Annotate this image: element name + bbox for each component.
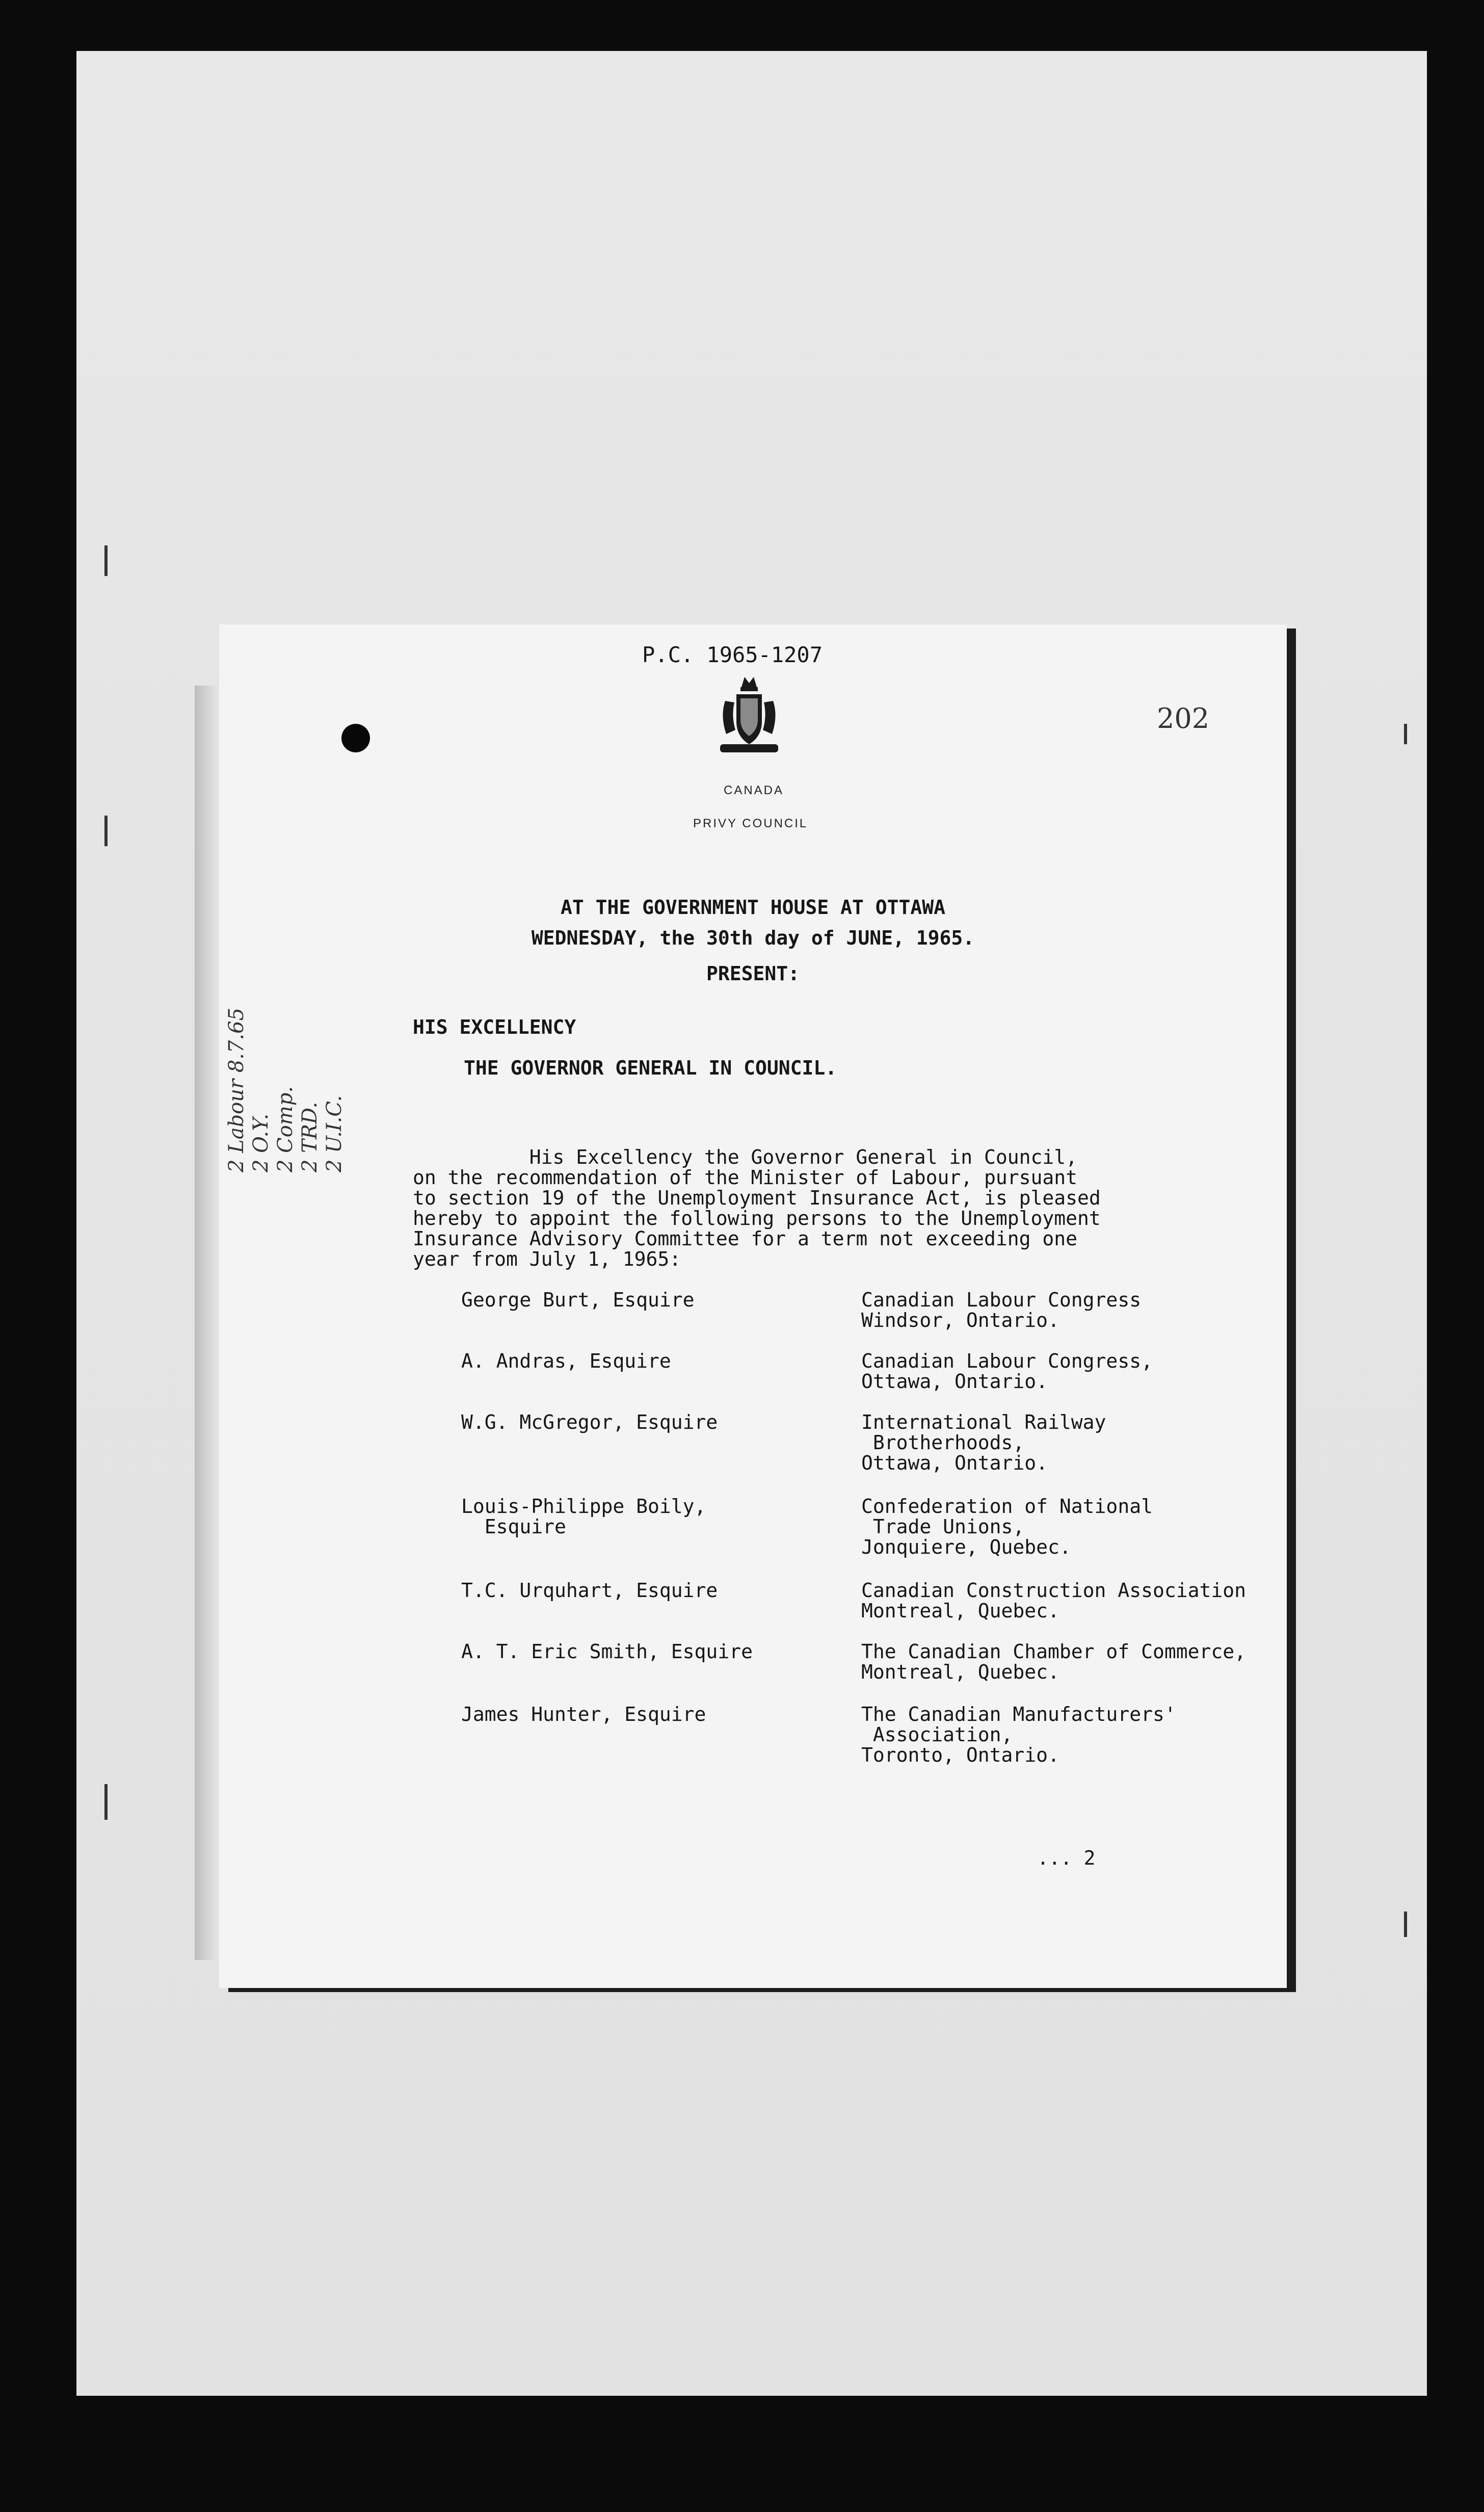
appointee-organization: Ottawa, Ontario.	[861, 1452, 1048, 1474]
appointee-organization: The Canadian Manufacturers'	[861, 1703, 1176, 1725]
pc-number: P.C. 1965-1207	[642, 642, 823, 667]
marginal-note: 2 U.I.C.	[323, 1095, 346, 1172]
margin-tick	[104, 1784, 108, 1820]
appointee-organization: Windsor, Ontario.	[861, 1309, 1059, 1331]
body-line: Insurance Advisory Committee for a term not exceeding one	[413, 1227, 1078, 1250]
heading-date: WEDNESDAY, the 30th day of JUNE, 1965.	[531, 927, 975, 949]
body-line: hereby to appoint the following persons to the Unemployment	[413, 1207, 1101, 1229]
body-line: year from July 1, 1965:	[413, 1248, 681, 1270]
body-line: His Excellency the Governor General in Council,	[413, 1146, 1078, 1168]
appointee-name: A. T. Eric Smith, Esquire	[461, 1640, 753, 1663]
appointee-name: A. Andras, Esquire	[461, 1350, 671, 1372]
margin-tick	[104, 545, 108, 576]
marginal-note: 2 O.Y.	[249, 1113, 273, 1172]
appointee-organization: Canadian Labour Congress,	[861, 1350, 1153, 1372]
margin-tick	[1404, 1912, 1407, 1937]
heading-location: AT THE GOVERNMENT HOUSE AT OTTAWA	[561, 896, 945, 919]
appointee-organization: Montreal, Quebec.	[861, 1661, 1059, 1683]
order-in-council-page	[219, 624, 1287, 1988]
appointee-organization: Ottawa, Ontario.	[861, 1370, 1048, 1393]
margin-tick	[1404, 724, 1407, 744]
appointee-organization: Trade Unions,	[861, 1515, 1025, 1538]
appointee-name: George Burt, Esquire	[461, 1289, 695, 1311]
present-label: PRESENT:	[706, 962, 800, 985]
appointee-organization: Jonquiere, Quebec.	[861, 1536, 1071, 1558]
marginal-note: 2 Comp.	[274, 1086, 297, 1172]
appointee-name: Esquire	[461, 1515, 566, 1538]
appointee-name: T.C. Urquhart, Esquire	[461, 1579, 718, 1602]
appointee-organization: Association,	[861, 1723, 1013, 1746]
appointee-organization: Toronto, Ontario.	[861, 1744, 1059, 1766]
folio-number: 202	[1157, 702, 1210, 735]
appointee-organization: The Canadian Chamber of Commerce,	[861, 1640, 1246, 1663]
appointee-organization: Canadian Labour Congress	[861, 1289, 1142, 1311]
appointee-organization: Confederation of National	[861, 1495, 1153, 1517]
margin-tick	[104, 816, 108, 846]
his-excellency-label: HIS EXCELLENCY	[413, 1016, 576, 1038]
letterhead-country: CANADA	[724, 783, 784, 797]
appointee-name: W.G. McGregor, Esquire	[461, 1411, 718, 1433]
body-line: to section 19 of the Unemployment Insurance Act, is pleased	[413, 1187, 1101, 1209]
appointee-organization: Canadian Construction Association	[861, 1579, 1246, 1602]
punch-hole	[341, 724, 370, 752]
appointee-organization: International Railway	[861, 1411, 1106, 1433]
marginal-note: 2 Labour 8.7.65	[225, 1007, 248, 1172]
body-line: on the recommendation of the Minister of Labour, pursuant	[413, 1166, 1078, 1189]
marginal-note: 2 TRD.	[298, 1102, 322, 1172]
letterhead-office: PRIVY COUNCIL	[693, 817, 808, 830]
handwritten-marginal-notes	[224, 1008, 347, 1172]
continuation-marker: ... 2	[1037, 1847, 1096, 1869]
appointee-name: James Hunter, Esquire	[461, 1703, 706, 1725]
coat-of-arms-icon	[711, 673, 787, 760]
appointee-organization: Montreal, Quebec.	[861, 1600, 1059, 1622]
governor-general-label: THE GOVERNOR GENERAL IN COUNCIL.	[464, 1057, 837, 1079]
appointee-organization: Brotherhoods,	[861, 1431, 1025, 1454]
appointee-name: Louis-Philippe Boily,	[461, 1495, 706, 1517]
